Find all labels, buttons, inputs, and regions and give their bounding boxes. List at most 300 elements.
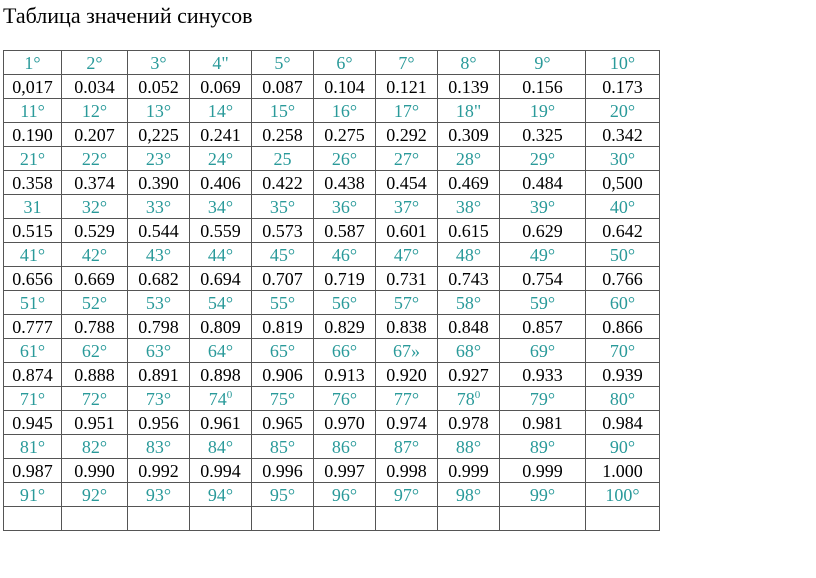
degree-cell <box>500 339 586 363</box>
cell-text: 0.139 <box>448 76 489 97</box>
cell-text: 89° <box>529 436 556 457</box>
cell-text: 0.997 <box>324 460 365 481</box>
sine-value-cell <box>190 363 252 387</box>
cell-text: 28° <box>455 148 482 169</box>
sine-value-cell <box>62 219 128 243</box>
cell-text: 38° <box>455 196 482 217</box>
cell-text: 13° <box>145 100 172 121</box>
table-body <box>4 51 660 531</box>
degree-cell <box>128 435 190 459</box>
sine-value-cell <box>314 411 376 435</box>
cell-text: 93° <box>145 484 172 505</box>
sine-value-cell <box>128 363 190 387</box>
sine-value-cell <box>314 123 376 147</box>
cell-text: 0.974 <box>386 412 427 433</box>
degree-cell <box>586 51 660 75</box>
cell-text: 0.207 <box>74 124 115 145</box>
degree-row <box>4 291 660 315</box>
sine-value-cell <box>500 171 586 195</box>
cell-text: 0.682 <box>138 268 179 289</box>
cell-text: 76° <box>331 388 358 409</box>
cell-text: 53° <box>145 292 172 313</box>
sine-value-cell <box>252 411 314 435</box>
degree-cell <box>500 483 586 507</box>
sine-value-cell <box>500 219 586 243</box>
sine-value-cell <box>376 171 438 195</box>
cell-text: 48° <box>455 244 482 265</box>
cell-text: 0.819 <box>262 316 303 337</box>
sine-value-cell <box>190 411 252 435</box>
cell-text: 92° <box>81 484 108 505</box>
cell-text: 0.848 <box>448 316 489 337</box>
sine-value-cell <box>128 123 190 147</box>
degree-cell <box>314 435 376 459</box>
cell-text: 49° <box>529 244 556 265</box>
degree-cell <box>314 51 376 75</box>
sine-value-cell <box>376 459 438 483</box>
degree-cell <box>62 483 128 507</box>
cell-text: 79° <box>529 388 556 409</box>
cell-text: 54° <box>207 292 234 313</box>
degree-cell <box>314 291 376 315</box>
degree-cell <box>376 483 438 507</box>
degree-cell <box>252 51 314 75</box>
cell-text: 35° <box>269 196 296 217</box>
sine-value-cell <box>586 75 660 99</box>
cell-text: 0.515 <box>12 220 53 241</box>
cell-text: 0.087 <box>262 76 303 97</box>
cell-text: 0.920 <box>386 364 427 385</box>
cell-text: 50° <box>609 244 636 265</box>
degree-cell <box>4 291 62 315</box>
cell-text: 83° <box>145 436 172 457</box>
cell-text: 81° <box>19 436 46 457</box>
degree-cell <box>376 243 438 267</box>
sine-value-cell <box>438 219 500 243</box>
degree-cell <box>62 243 128 267</box>
cell-text: 0.906 <box>262 364 303 385</box>
sine-value-cell <box>314 315 376 339</box>
sine-value-cell <box>438 267 500 291</box>
cell-text: 0.390 <box>138 172 179 193</box>
degree-cell <box>500 243 586 267</box>
cell-text: 0.454 <box>386 172 427 193</box>
cell-text: 0.731 <box>386 268 427 289</box>
cell-text: 44° <box>207 244 234 265</box>
cell-text: 14° <box>207 100 234 121</box>
sine-value-cell <box>586 507 660 531</box>
sine-value-cell <box>4 315 62 339</box>
degree-cell <box>586 99 660 123</box>
sine-value-cell <box>252 363 314 387</box>
cell-text: 0.615 <box>448 220 489 241</box>
degree-cell <box>128 483 190 507</box>
cell-text: 40° <box>609 196 636 217</box>
cell-text: 82° <box>81 436 108 457</box>
cell-text: 36° <box>331 196 358 217</box>
cell-text: 67» <box>393 340 420 361</box>
sine-value-cell <box>438 315 500 339</box>
sine-value-cell <box>500 267 586 291</box>
cell-text: 9° <box>534 52 551 73</box>
cell-text: 0.992 <box>138 460 179 481</box>
cell-text: 0.544 <box>138 220 179 241</box>
degree-cell <box>128 99 190 123</box>
cell-text: 0.829 <box>324 316 365 337</box>
cell-text: 37° <box>393 196 420 217</box>
cell-text: 0.629 <box>522 220 563 241</box>
cell-text: 52° <box>81 292 108 313</box>
degree-cell <box>190 435 252 459</box>
cell-text: 0.978 <box>448 412 489 433</box>
sine-value-cell <box>376 315 438 339</box>
sine-value-cell <box>252 459 314 483</box>
cell-text: 0.719 <box>324 268 365 289</box>
page-title: Таблица значений синусов <box>3 3 253 28</box>
sine-value-cell <box>500 315 586 339</box>
degree-cell <box>4 387 62 411</box>
degree-row <box>4 339 660 363</box>
cell-text: 0,500 <box>602 172 643 193</box>
cell-text: 97° <box>393 484 420 505</box>
cell-text: 78 <box>456 388 475 409</box>
cell-text: 71° <box>19 388 46 409</box>
degree-cell <box>376 99 438 123</box>
sine-value-cell <box>586 219 660 243</box>
degree-cell <box>4 195 62 219</box>
degree-cell <box>252 483 314 507</box>
cell-text: 17° <box>393 100 420 121</box>
cell-text: 69° <box>529 340 556 361</box>
sine-value-cell <box>500 507 586 531</box>
degree-cell <box>252 195 314 219</box>
sine-value-cell <box>314 459 376 483</box>
cell-text: 0.559 <box>200 220 241 241</box>
cell-text: 0.121 <box>386 76 427 97</box>
degree-cell <box>586 483 660 507</box>
degree-superscript: 0 <box>474 388 481 401</box>
cell-text: 85° <box>269 436 296 457</box>
cell-text: 0,225 <box>138 124 179 145</box>
degree-cell <box>376 195 438 219</box>
degree-cell <box>128 387 190 411</box>
degree-cell <box>190 339 252 363</box>
sine-value-cell <box>128 315 190 339</box>
degree-cell <box>314 339 376 363</box>
degree-cell <box>376 147 438 171</box>
cell-text: 86° <box>331 436 358 457</box>
degree-cell <box>314 387 376 411</box>
cell-text: 45° <box>269 244 296 265</box>
cell-text: 8° <box>460 52 477 73</box>
degree-cell <box>314 147 376 171</box>
cell-text: 0.743 <box>448 268 489 289</box>
cell-text: 80° <box>609 388 636 409</box>
cell-text: 100° <box>605 484 640 505</box>
sine-value-cell <box>252 315 314 339</box>
cell-text: 0.996 <box>262 460 303 481</box>
cell-text: 64° <box>207 340 234 361</box>
degree-row <box>4 387 660 411</box>
cell-text: 26° <box>331 148 358 169</box>
degree-cell <box>62 195 128 219</box>
cell-text: 74 <box>208 388 227 409</box>
sine-value-cell <box>190 507 252 531</box>
degree-cell <box>438 195 500 219</box>
sine-value-cell <box>190 267 252 291</box>
degree-cell <box>128 339 190 363</box>
degree-cell <box>252 243 314 267</box>
sine-value-cell <box>500 411 586 435</box>
cell-text: 57° <box>393 292 420 313</box>
cell-text: 0.888 <box>74 364 115 385</box>
degree-cell <box>438 243 500 267</box>
cell-text: 0.987 <box>12 460 53 481</box>
sine-value-cell <box>586 315 660 339</box>
sine-value-cell <box>62 459 128 483</box>
degree-cell <box>128 51 190 75</box>
degree-row <box>4 51 660 75</box>
degree-cell <box>438 51 500 75</box>
sine-value-cell <box>438 123 500 147</box>
cell-text: 88° <box>455 436 482 457</box>
cell-text: 0.258 <box>262 124 303 145</box>
cell-text: 96° <box>331 484 358 505</box>
sine-value-cell <box>4 363 62 387</box>
degree-cell <box>438 99 500 123</box>
cell-text: 0.587 <box>324 220 365 241</box>
cell-text: 15° <box>269 100 296 121</box>
sine-value-cell <box>62 507 128 531</box>
cell-text: 20° <box>609 100 636 121</box>
degree-cell <box>376 291 438 315</box>
sine-value-cell <box>62 315 128 339</box>
cell-text: 90° <box>609 436 636 457</box>
cell-text: 0.994 <box>200 460 241 481</box>
cell-text: 42° <box>81 244 108 265</box>
sine-value-cell <box>586 171 660 195</box>
cell-text: 0.104 <box>324 76 365 97</box>
cell-text: 84° <box>207 436 234 457</box>
degree-cell <box>376 339 438 363</box>
cell-text: 0.898 <box>200 364 241 385</box>
cell-text: 31 <box>23 196 42 217</box>
cell-text: 0.927 <box>448 364 489 385</box>
degree-row <box>4 195 660 219</box>
degree-row <box>4 99 660 123</box>
cell-text: 0.838 <box>386 316 427 337</box>
sine-value-cell <box>376 363 438 387</box>
sine-value-cell <box>314 267 376 291</box>
degree-cell <box>314 243 376 267</box>
degree-cell <box>500 99 586 123</box>
sine-value-cell <box>314 219 376 243</box>
sine-value-cell <box>586 363 660 387</box>
sine-value-cell <box>62 411 128 435</box>
degree-cell <box>190 243 252 267</box>
degree-cell <box>128 291 190 315</box>
cell-text: 0.052 <box>138 76 179 97</box>
cell-text: 0.342 <box>602 124 643 145</box>
cell-text: 0.190 <box>12 124 53 145</box>
cell-text: 16° <box>331 100 358 121</box>
sine-value-cell <box>586 267 660 291</box>
degree-cell <box>586 339 660 363</box>
cell-text: 68° <box>455 340 482 361</box>
cell-text: 0.970 <box>324 412 365 433</box>
cell-text: 0.292 <box>386 124 427 145</box>
cell-text: 1.000 <box>602 460 643 481</box>
cell-text: 0.999 <box>522 460 563 481</box>
degree-cell <box>62 51 128 75</box>
degree-cell <box>190 387 252 411</box>
cell-text: 0.965 <box>262 412 303 433</box>
cell-text: 65° <box>269 340 296 361</box>
cell-text: 0.866 <box>602 316 643 337</box>
cell-text: 0.933 <box>522 364 563 385</box>
degree-row <box>4 147 660 171</box>
degree-cell <box>4 483 62 507</box>
sine-value-cell <box>128 171 190 195</box>
sine-value-cell <box>128 411 190 435</box>
cell-text: 0.573 <box>262 220 303 241</box>
sine-value-cell <box>190 315 252 339</box>
degree-cell <box>190 99 252 123</box>
cell-text: 0.529 <box>74 220 115 241</box>
cell-text: 47° <box>393 244 420 265</box>
cell-text: 5° <box>274 52 291 73</box>
cell-text: 0.984 <box>602 412 643 433</box>
degree-cell <box>128 147 190 171</box>
sine-value-cell <box>128 75 190 99</box>
cell-text: 61° <box>19 340 46 361</box>
cell-text: 75° <box>269 388 296 409</box>
cell-text: 0.766 <box>602 268 643 289</box>
degree-cell <box>62 99 128 123</box>
cell-text: 25 <box>273 148 292 169</box>
cell-text: 33° <box>145 196 172 217</box>
cell-text: 0.438 <box>324 172 365 193</box>
cell-text: 0.241 <box>200 124 241 145</box>
sine-value-cell <box>586 411 660 435</box>
sine-value-cell <box>438 171 500 195</box>
degree-cell <box>62 147 128 171</box>
degree-cell <box>314 195 376 219</box>
sine-value-row <box>4 459 660 483</box>
degree-cell <box>62 339 128 363</box>
degree-cell <box>128 195 190 219</box>
cell-text: 99° <box>529 484 556 505</box>
sine-value-cell <box>376 75 438 99</box>
cell-text: 29° <box>529 148 556 169</box>
sine-value-row <box>4 411 660 435</box>
cell-text: 0.951 <box>74 412 115 433</box>
degree-cell <box>500 435 586 459</box>
cell-text: 0.156 <box>522 76 563 97</box>
sine-value-cell <box>500 363 586 387</box>
sine-value-cell <box>128 219 190 243</box>
cell-text: 0.173 <box>602 76 643 97</box>
cell-text: 24° <box>207 148 234 169</box>
sine-value-row <box>4 123 660 147</box>
degree-cell <box>586 387 660 411</box>
sine-value-cell <box>190 75 252 99</box>
cell-text: 0.358 <box>12 172 53 193</box>
sine-value-cell <box>252 171 314 195</box>
degree-row <box>4 435 660 459</box>
cell-text: 30° <box>609 148 636 169</box>
cell-text: 62° <box>81 340 108 361</box>
degree-cell <box>438 291 500 315</box>
sine-value-cell <box>252 75 314 99</box>
degree-cell <box>252 435 314 459</box>
cell-text: 0.601 <box>386 220 427 241</box>
cell-text: 0.422 <box>262 172 303 193</box>
cell-text: 0.981 <box>522 412 563 433</box>
cell-text: 0.777 <box>12 316 53 337</box>
sine-value-cell <box>586 459 660 483</box>
cell-text: 70° <box>609 340 636 361</box>
degree-cell <box>438 339 500 363</box>
degree-cell <box>4 147 62 171</box>
cell-text: 7° <box>398 52 415 73</box>
degree-cell <box>438 387 500 411</box>
degree-cell <box>190 147 252 171</box>
sine-value-cell <box>62 123 128 147</box>
sine-value-cell <box>62 75 128 99</box>
cell-text: 0.309 <box>448 124 489 145</box>
cell-text: 0.809 <box>200 316 241 337</box>
sine-value-cell <box>4 507 62 531</box>
cell-text: 51° <box>19 292 46 313</box>
sine-value-cell <box>438 459 500 483</box>
cell-text: 0.961 <box>200 412 241 433</box>
sine-value-cell <box>314 75 376 99</box>
sine-value-cell <box>376 507 438 531</box>
sine-value-cell <box>4 459 62 483</box>
degree-cell <box>4 339 62 363</box>
cell-text: 0.857 <box>522 316 563 337</box>
sine-value-row <box>4 507 660 531</box>
cell-text: 46° <box>331 244 358 265</box>
sine-value-cell <box>376 411 438 435</box>
cell-text: 0.469 <box>448 172 489 193</box>
degree-cell <box>190 291 252 315</box>
degree-cell <box>128 243 190 267</box>
sine-value-cell <box>128 267 190 291</box>
degree-cell <box>4 435 62 459</box>
cell-text: 0.798 <box>138 316 179 337</box>
cell-text: 0.999 <box>448 460 489 481</box>
degree-cell <box>4 243 62 267</box>
sine-value-cell <box>314 363 376 387</box>
degree-cell <box>586 435 660 459</box>
degree-cell <box>586 291 660 315</box>
sine-value-cell <box>190 219 252 243</box>
degree-cell <box>376 51 438 75</box>
sine-value-cell <box>252 507 314 531</box>
cell-text: 58° <box>455 292 482 313</box>
degree-cell <box>500 387 586 411</box>
cell-text: 0.939 <box>602 364 643 385</box>
cell-text: 63° <box>145 340 172 361</box>
sine-value-cell <box>500 75 586 99</box>
degree-cell <box>190 51 252 75</box>
degree-cell <box>252 147 314 171</box>
sine-value-cell <box>128 507 190 531</box>
sine-value-cell <box>500 123 586 147</box>
degree-row <box>4 483 660 507</box>
